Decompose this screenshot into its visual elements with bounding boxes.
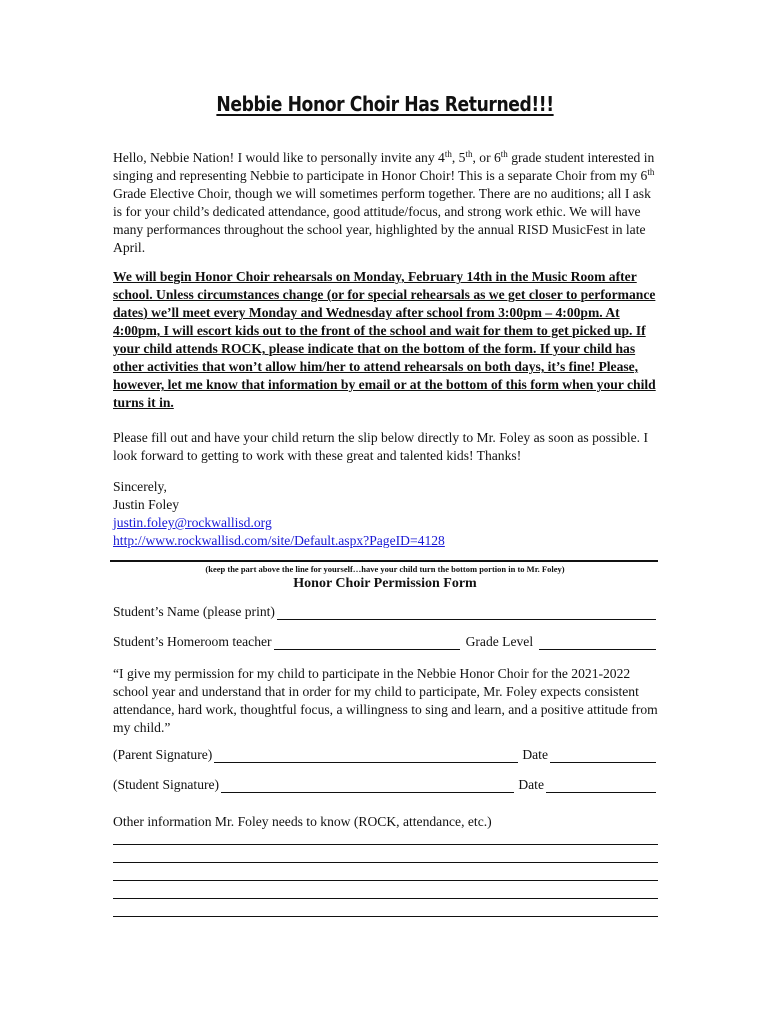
intro-text: Grade Elective Choir, though we will sometimes perform together. There are no auditions; all I ask is for your child’s dedicated attendance, good attitude/focus, and strong work ethic. We will have many performances throughout the school year, highlighted by the annual RISD MusicFest in late April. [113,186,651,255]
student-name-line[interactable] [277,606,656,620]
cut-line [110,560,658,562]
keep-note: (keep the part above the line for yourself…have your child turn the bottom portion in to Mr. Foley) [205,564,565,574]
homeroom-label: Student’s Homeroom teacher [113,634,272,649]
student-signature-field[interactable] [113,777,658,793]
student-name-field[interactable] [113,604,658,620]
grade-label: Grade Level [465,634,534,649]
intro-paragraph [113,149,658,257]
closing: Sincerely, [113,479,167,494]
superscript: th [465,149,473,159]
form-title: Honor Choir Permission Form [293,576,477,591]
superscript: th [444,149,452,159]
date-label: Date [522,747,548,762]
student-date-line[interactable] [546,779,656,793]
homeroom-line[interactable] [274,636,460,650]
other-info-line[interactable] [113,916,658,917]
other-info-line[interactable] [113,898,658,899]
date-label: Date [518,777,544,792]
document-title: Nebbie Honor Choir Has Returned!!! [216,92,554,116]
superscript: th [500,149,508,159]
grade-line[interactable] [539,636,656,650]
intro-text: Hello, Nebbie Nation! I would like to personally invite any 4 [113,150,445,165]
signature-block [113,478,658,550]
student-signature-line[interactable] [221,779,514,793]
parent-signature-line[interactable] [214,749,518,763]
rehearsal-notice: We will begin Honor Choir rehearsals on Monday, February 14th in the Music Room after school. Unless circumstances change (or for special rehearsals as we get closer to performance dates) we’ll meet every Monday and Wednesday after school from 3:00pm – 4:00pm. At 4:00pm, I will escort kids out to the front of the school and wait for them to get picked up. If your child attends ROCK, please indicate that on the bottom of the form. If your child has other activities that won’t allow him/her to attend rehearsals on both days, it’s fine! Please, however, let me know that information by email or at the bottom of this form when your child turns it in. [113,269,656,410]
permission-statement: “I give my permission for my child to participate in the Nebbie Honor Choir for the 2021-2022 school year and understand that in order for my child to participate, Mr. Foley expects consistent attendance, hard work, thoughtful focus, a willingness to sing and learn, and a positive attitude from my child.” [113,666,658,735]
parent-date-line[interactable] [550,749,656,763]
homeroom-field[interactable] [113,634,658,650]
website-link[interactable]: http://www.rockwallisd.com/site/Default.aspx?PageID=4128 [113,533,445,548]
author-name: Justin Foley [113,497,180,512]
intro-text: , or 6 [472,150,501,165]
parent-signature-field[interactable] [113,747,658,763]
superscript: th [647,167,655,177]
other-info-line[interactable] [113,844,658,845]
student-name-label: Student’s Name (please print) [113,604,275,619]
other-info-label: Other information Mr. Foley needs to know (ROCK, attendance, etc.) [113,814,492,829]
intro-text: , 5 [451,150,466,165]
other-info-line[interactable] [113,880,658,881]
email-link[interactable]: justin.foley@rockwallisd.org [113,515,272,530]
parent-signature-label: (Parent Signature) [113,747,213,762]
instructions-paragraph: Please fill out and have your child return the slip below directly to Mr. Foley as soon as possible. I look forward to getting to work with these great and talented kids! Thanks! [113,430,648,463]
intro-text: grade student interested in singing and representing Nebbie to participate in Honor Choir! This is a separate Choir from my 6 [113,150,655,183]
other-info-line[interactable] [113,862,658,863]
student-signature-label: (Student Signature) [113,777,220,792]
